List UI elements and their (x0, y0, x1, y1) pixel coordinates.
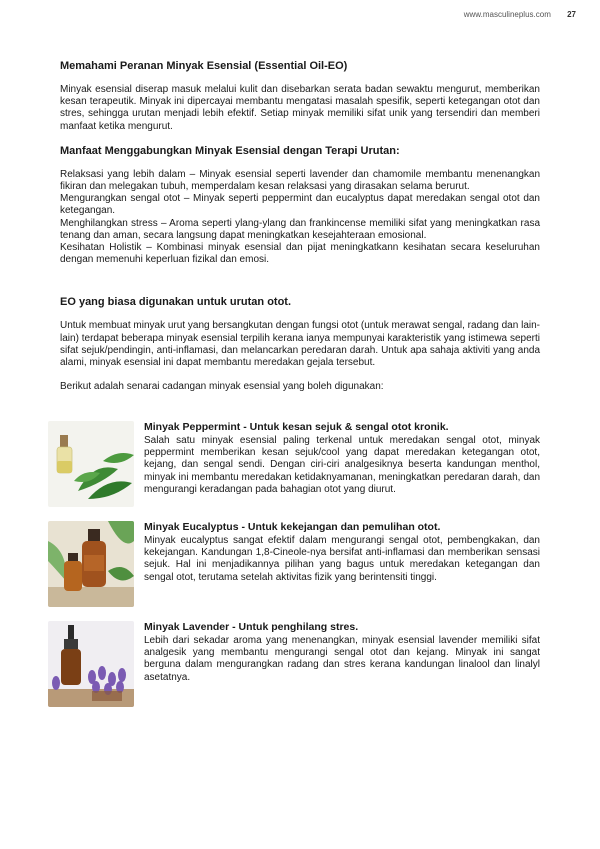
section-title-common-eo: EO yang biasa digunakan untuk urutan otot. (60, 296, 292, 309)
benefit-stress: Menghilangkan stress – Aroma seperti ylang-ylang dan frankincense memiliki sifat yang meningkatkan rasa tenang dan aman, secara langsung dapat meningkatkan kesejahteraan emosional. (60, 217, 540, 241)
oil-title: Minyak Lavender - Untuk penghilang stres. (144, 621, 359, 634)
oil-item-peppermint (60, 421, 540, 507)
page-header (464, 10, 576, 19)
section-title-benefits: Manfaat Menggabungkan Minyak Esensial dengan Terapi Urutan: (60, 144, 400, 157)
page-content (60, 60, 540, 707)
oil-item-lavender (60, 621, 540, 707)
benefit-muscle-ache: Mengurangkan sengal otot – Minyak seperti peppermint dan eucalyptus dapat meredakan sengal otot dan ketegangan. (60, 193, 540, 217)
oil-list-intro: Berikut adalah senarai cadangan minyak esensial yang boleh digunakan: (60, 381, 384, 393)
oil-title: Minyak Peppermint - Untuk kesan sejuk & sengal otot kronik. (144, 421, 449, 434)
common-eo-intro: Untuk membuat minyak urut yang bersangkutan dengan fungsi otot (untuk merawat sengal, radang dan lain-lain) terdapat beberapa minyak esensial terpilih kerana ianya mempunyai karakteristik yang istimewa seperti sifat sejuk/pendingin, anti-inflamasi, dan melancarkan peredaran darah. Untuk apa sahaja aktiviti yang anda alami, minyak esensial ini dapat membantu meredakan gejala tersebut. (60, 320, 540, 369)
oil-item-eucalyptus (60, 521, 540, 607)
benefit-relaxation: Relaksasi yang lebih dalam – Minyak esensial seperti lavender dan chamomile membantu menenangkan fikiran dan melegakan tubuh, memperdalam kesan relaksasi yang dirasakan selama berurut. (60, 168, 540, 193)
page-number: 27 (567, 10, 576, 19)
oil-title: Minyak Eucalyptus - Untuk kekejangan dan pemulihan otot. (144, 521, 441, 534)
website-url: www.masculineplus.com (463, 10, 551, 19)
section-body-role: Minyak esensial diserap masuk melalui kulit dan disebarkan serata badan sewaktu mengurut, memberikan kesan terapeutik. Minyak ini dipercayai membantu mengatasi masalah spesifik, seperti ketegangan otot dan stres, sehingga urutan menjadi lebih efektif. Setiap minyak memiliki sifat unik yang tersendiri dan memberi manfaat ketika mengurut. (60, 84, 540, 132)
benefit-holistic: Kesihatan Holistik – Kombinasi minyak esensial dan pijat meningkatkann kesihatan secara keseluruhan dengan memenuhi keperluan fizikal dan emosi. (60, 242, 540, 266)
eucalyptus-oil-photo (48, 521, 134, 607)
peppermint-oil-photo (48, 421, 134, 507)
section-title-role: Memahami Peranan Minyak Esensial (Essential Oil-EO) (60, 60, 348, 72)
oil-description: Salah satu minyak esensial paling terkenal untuk meredakan sengal otot, minyak peppermint memberikan kesan sejuk/cool yang dapat meredakan ketegangan otot, kejang, dan sengal sendi. Dengan ciri-ciri analgesiknya beserta kandungan menthol, minyak ini membantu meredakan ketidaknyamanan, meningkatkan peredaran darah, dan mengurangi keradangan pada bahagian otot yang diurut. (144, 434, 540, 495)
oil-description: Lebih dari sekadar aroma yang menenangkan, minyak esensial lavender memiliki sifat analgesik yang membantu mengurangi sengal otot dan kejang. Minyak ini sangat berguna dalam mengurangkan radang dan stres kerana kandungan linalool dan linalyl asetatnya. (144, 634, 540, 683)
lavender-oil-photo (48, 621, 134, 707)
oil-description: Minyak eucalyptus sangat efektif dalam mengurangi sengal otot, pembengkakan, dan kekejangan. Kandungan 1,8-Cineole-nya bersifat anti-inflamasi dan memberikan sensasi sejuk. Hal ini menjadikannya pilihan yang bagus untuk meredakan ketegangan dan sengal otot, terutama setelah aktivitas fizik yang berintensiti tinggi. (144, 534, 540, 583)
